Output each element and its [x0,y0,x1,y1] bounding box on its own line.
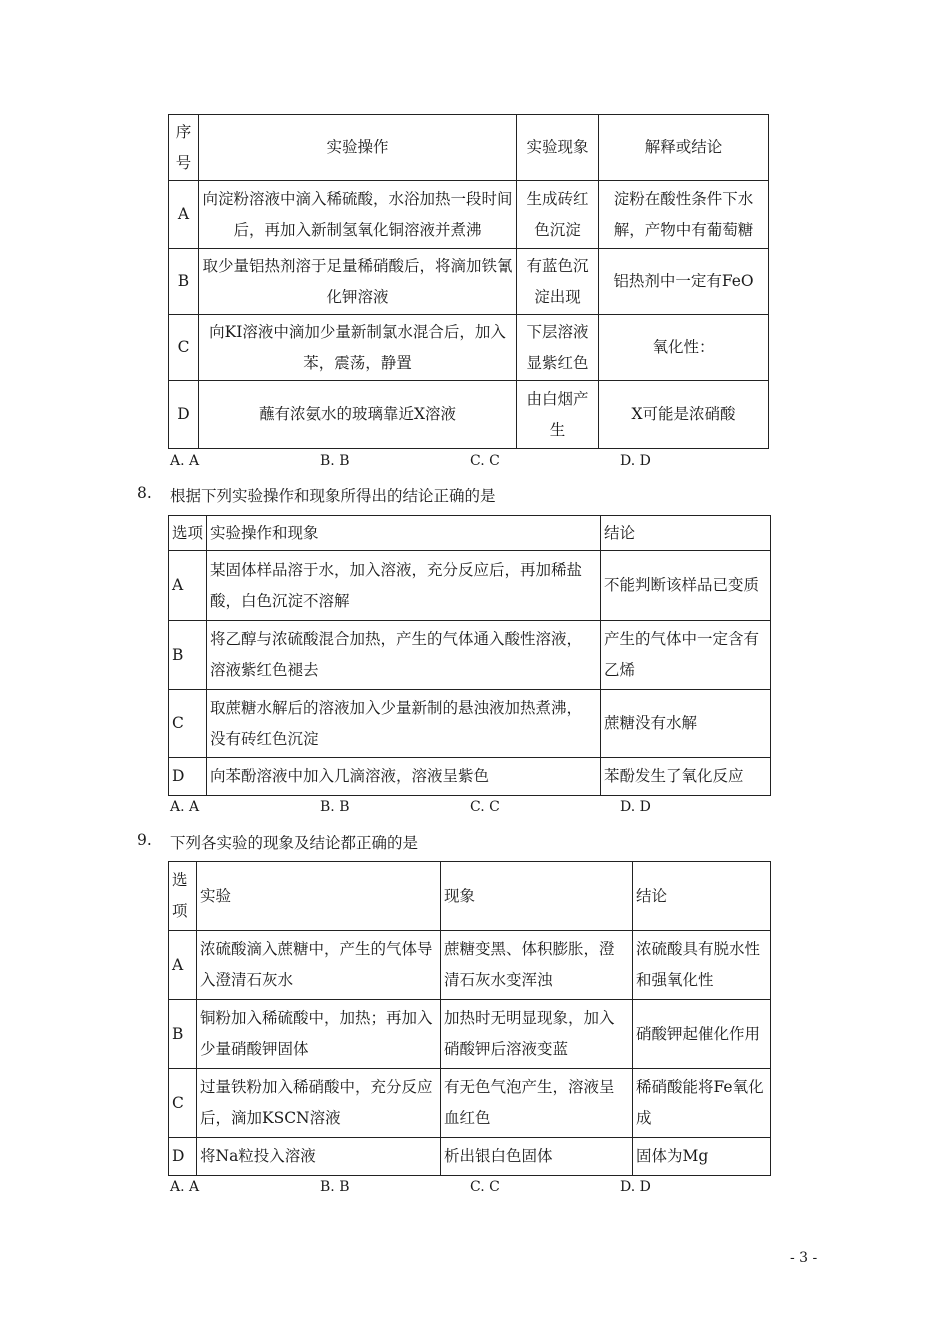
conclusion-cell: 产生的气体中一定含有乙烯 [601,621,771,690]
table-row [169,249,769,315]
conclusion-cell: 蔗糖没有水解 [601,690,771,758]
conclusion-cell: 铝热剂中一定有FeO [599,249,769,315]
table-header-row [169,862,771,931]
q9-question-text: 下列各实验的现象及结论都正确的是 [170,834,419,852]
operation-cell: 某固体样品溶于水，加入溶液，充分反应后，再加稀盐酸，白色沉淀不溶解 [207,551,601,621]
option-b[interactable]: B. B [320,799,350,815]
option-a[interactable]: A. A [170,453,200,469]
option-b[interactable]: B. B [320,1179,350,1195]
experiment-cell: 铜粉加入稀硫酸中，加热；再加入少量硝酸钾固体 [197,1000,441,1069]
row-id: B [169,1000,197,1069]
q9-table [168,861,771,1176]
header-cell: 解释或结论 [599,115,769,181]
phenomenon-cell: 加热时无明显现象，加入硝酸钾后溶液变蓝 [441,1000,633,1069]
q8-question-text: 根据下列实验操作和现象所得出的结论正确的是 [170,487,496,505]
row-id: A [169,181,199,249]
table-row [169,1069,771,1138]
experiment-cell: 过量铁粉加入稀硝酸中，充分反应后，滴加KSCN溶液 [197,1069,441,1138]
header-cell: 实验 [197,862,441,931]
operation-cell: 取少量铝热剂溶于足量稀硝酸后，将滴加铁氰化钾溶液 [199,249,517,315]
option-a[interactable]: A. A [170,1179,200,1195]
header-cell: 选项 [169,516,207,551]
q8-number: 8. [137,484,152,502]
phenomenon-cell: 蔗糖变黑、体积膨胀，澄清石灰水变浑浊 [441,931,633,1000]
table-row [169,931,771,1000]
experiment-cell: 浓硫酸滴入蔗糖中，产生的气体导入澄清石灰水 [197,931,441,1000]
conclusion-cell: 不能判断该样品已变质 [601,551,771,621]
table-header-row [169,115,769,181]
table-row [169,621,771,690]
option-d[interactable]: D. D [620,799,651,815]
row-id: B [169,621,207,690]
option-d[interactable]: D. D [620,453,651,469]
phenomenon-cell: 有无色气泡产生，溶液呈血红色 [441,1069,633,1138]
header-cell: 序号 [169,115,199,181]
table-header-row [169,516,771,551]
operation-cell: 蘸有浓氨水的玻璃靠近X溶液 [199,381,517,449]
table-row [169,381,769,449]
row-id: C [169,315,199,381]
conclusion-cell: 固体为Mg [633,1138,771,1176]
q8-table [168,515,771,796]
operation-cell: 向KI溶液中滴加少量新制氯水混合后，加入苯，震荡，静置 [199,315,517,381]
operation-cell: 取蔗糖水解后的溶液加入少量新制的悬浊液加热煮沸，没有砖红色沉淀 [207,690,601,758]
row-id: D [169,381,199,449]
row-id: A [169,551,207,621]
option-a[interactable]: A. A [170,799,200,815]
row-id: D [169,1138,197,1176]
phenomenon-cell: 由白烟产生 [517,381,599,449]
table-row [169,690,771,758]
header-cell: 结论 [633,862,771,931]
option-d[interactable]: D. D [620,1179,651,1195]
conclusion-cell: 硝酸钾起催化作用 [633,1000,771,1069]
phenomenon-cell: 下层溶液显紫红色 [517,315,599,381]
header-cell: 结论 [601,516,771,551]
experiment-cell: 将Na粒投入溶液 [197,1138,441,1176]
row-id: B [169,249,199,315]
conclusion-cell: X可能是浓硝酸 [599,381,769,449]
table-row [169,315,769,381]
page-number: - 3 - [790,1250,818,1266]
operation-cell: 将乙醇与浓硫酸混合加热，产生的气体通入酸性溶液，溶液紫红色褪去 [207,621,601,690]
conclusion-cell: 淀粉在酸性条件下水解，产物中有葡萄糖 [599,181,769,249]
conclusion-cell: 苯酚发生了氧化反应 [601,758,771,796]
operation-cell: 向苯酚溶液中加入几滴溶液，溶液呈紫色 [207,758,601,796]
row-id: A [169,931,197,1000]
table-row [169,1138,771,1176]
phenomenon-cell: 有蓝色沉淀出现 [517,249,599,315]
header-cell: 实验操作和现象 [207,516,601,551]
option-c[interactable]: C. C [470,453,500,469]
phenomenon-cell: 析出银白色固体 [441,1138,633,1176]
header-cell: 选项 [169,862,197,931]
row-id: C [169,1069,197,1138]
operation-cell: 向淀粉溶液中滴入稀硫酸，水浴加热一段时间后，再加入新制氢氧化铜溶液并煮沸 [199,181,517,249]
header-cell: 实验现象 [517,115,599,181]
row-id: D [169,758,207,796]
row-id: C [169,690,207,758]
conclusion-cell: 稀硝酸能将Fe氧化成 [633,1069,771,1138]
option-b[interactable]: B. B [320,453,350,469]
conclusion-cell: 浓硫酸具有脱水性和强氧化性 [633,931,771,1000]
table-row [169,181,769,249]
table-row [169,758,771,796]
option-c[interactable]: C. C [470,1179,500,1195]
q7-table [168,114,769,449]
option-c[interactable]: C. C [470,799,500,815]
q9-number: 9. [137,831,152,849]
header-cell: 现象 [441,862,633,931]
table-row [169,551,771,621]
table-row [169,1000,771,1069]
phenomenon-cell: 生成砖红色沉淀 [517,181,599,249]
header-cell: 实验操作 [199,115,517,181]
conclusion-cell: 氧化性： [599,315,769,381]
